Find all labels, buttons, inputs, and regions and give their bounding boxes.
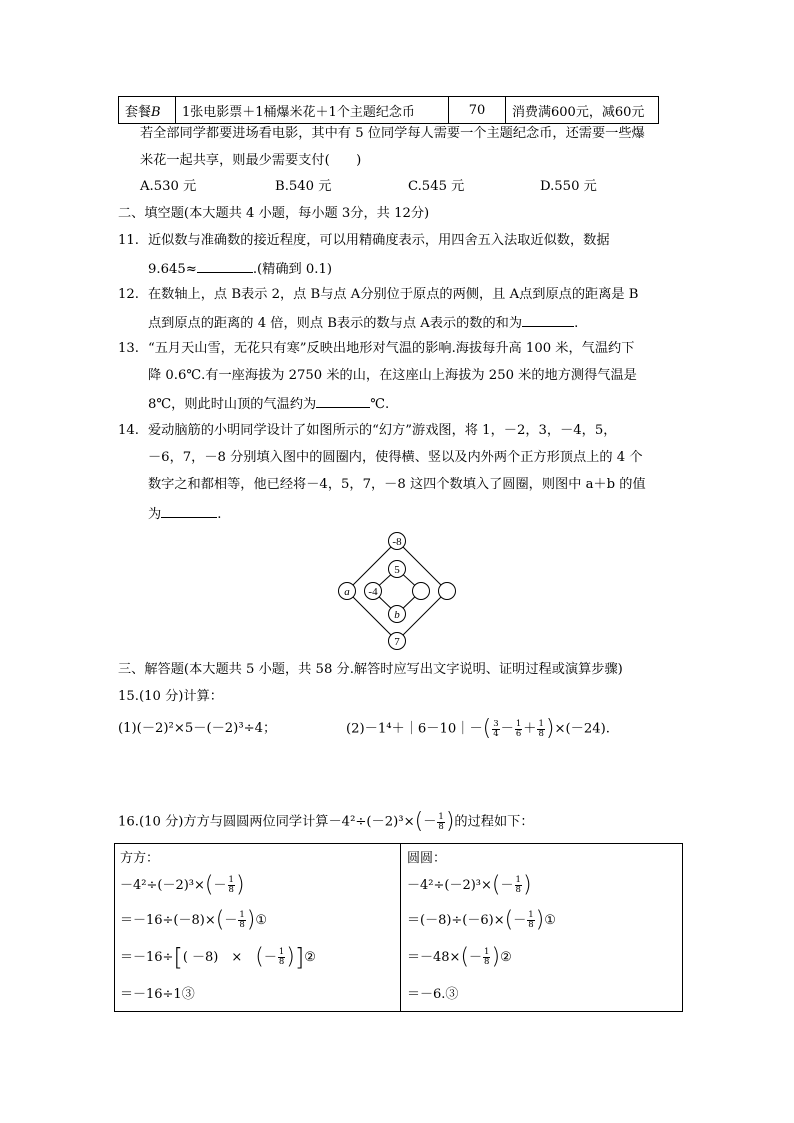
- question-11-line1: 近似数与准确数的接近程度，可以用精确度表示，用四舍五入法取近似数，数据: [148, 233, 610, 248]
- question-14-line4: 为 .: [148, 503, 221, 525]
- yuanyuan-name: 圆圆：: [407, 851, 447, 866]
- question-10-line1: 若全部同学都要进场看电影，其中有 5 位同学每人需要一个主题纪念币，还需要一些爆: [140, 126, 645, 141]
- question-15-part2: (2)－1⁴＋｜6－10｜－( $\frac{3}{4}$ － $\frac{1}{6}$ ＋ $\frac{1}{8}$ )×(－24).: [346, 716, 610, 741]
- question-13-line2: 降 0.6℃.有一座海拔为 2750 米的山，在这座山上海拔为 250 米的地方测得气温是: [148, 368, 637, 383]
- question-14-line3: 数字之和都相等，他已经将－4，5，7，－8 这四个数填入了圆圈，则图中 a＋b 的值: [148, 477, 646, 492]
- question-16-header: 16.(10 分)方方与圆圆两位同学计算－4²÷(－2)³×(－ $\frac{1}{8}$ )的过程如下：: [118, 809, 534, 834]
- fangfang-step-1: ＝－16÷(－8)×(－ $\frac{1}{8}$ )①: [120, 907, 268, 933]
- label-bottom: 7: [394, 636, 400, 648]
- label-inner-left: -4: [368, 586, 378, 598]
- question-14-line2: －6，7，－8 分别填入图中的圆圈内，使得横、竖以及内外两个正方形顶点上的 4 个: [148, 450, 643, 465]
- option-a: A.530 元: [140, 179, 197, 194]
- label-top: -8: [392, 536, 402, 548]
- package-table: [118, 96, 659, 124]
- fraction: $\frac{3}{4}$: [493, 718, 499, 739]
- question-13-number: 13.: [118, 341, 139, 356]
- question-12-number: 12.: [118, 287, 139, 302]
- label-inner-top: 5: [394, 564, 400, 576]
- question-13-line3: 8℃，则此时山顶的气温约为 ℃.: [148, 393, 389, 415]
- fraction: $\frac{1}{8}$: [538, 718, 544, 739]
- yuanyuan-step-2: ＝－48×(－ $\frac{1}{8}$ )②: [407, 944, 512, 970]
- package-name-cell: 套餐B: [119, 97, 176, 124]
- fangfang-step-2: ＝－16÷[( －8) × (－ $\frac{1}{8}$ )]②: [120, 943, 316, 972]
- answer-blank: [161, 503, 217, 518]
- fraction: $\frac{1}{8}$: [438, 811, 444, 832]
- option-d: D.550 元: [540, 179, 597, 194]
- label-b: b: [394, 609, 400, 621]
- question-13-line1: “五月天山雪，无花只有寒”反映出地形对气温的影响.海拔每升高 100 米，气温约下: [148, 341, 635, 356]
- fangfang-column: [115, 844, 401, 1011]
- question-15-header: 15.(10 分)计算：: [118, 689, 223, 704]
- package-price-cell: 70: [449, 97, 506, 124]
- question-14-line1: 爱动脑筋的小明同学设计了如图所示的“幻方”游戏图，将 1，－2，3，－4，5，: [148, 423, 617, 438]
- fraction: $\frac{1}{6}$: [515, 718, 522, 739]
- section-3-heading: 三、解答题(本大题共 5 小题，共 58 分.解答时应写出文字说明、证明过程或演算步骤): [118, 662, 623, 677]
- answer-blank: [522, 312, 574, 327]
- package-content-cell: 1张电影票＋1桶爆米花＋1个主题纪念币: [176, 97, 449, 124]
- package-discount-cell: 消费满600元，减60元: [506, 97, 659, 124]
- outer-square: [347, 541, 447, 641]
- answer-blank: [197, 258, 253, 273]
- question-12-line2: 点到原点的距离的 4 倍，则点 B表示的数与点 A表示的数的和为 .: [148, 312, 578, 334]
- yuanyuan-step-0: －4²÷(－2)³×(－ $\frac{1}{8}$ ): [407, 872, 532, 898]
- table-row: [119, 97, 659, 124]
- question-12-line1: 在数轴上，点 B表示 2，点 B与点 A分别位于原点的两侧，且 A点到原点的距离是 B: [148, 287, 639, 302]
- yuanyuan-step-3: ＝－6.③: [407, 987, 459, 1002]
- fangfang-step-3: ＝－16÷1③: [120, 987, 195, 1002]
- question-10-line2: 米花一起共享，则最少需要支付( ): [140, 153, 362, 168]
- comparison-table: [114, 843, 683, 1012]
- magic-square-figure: [330, 528, 470, 654]
- option-b: B.540 元: [275, 179, 332, 194]
- section-2-heading: 二、填空题(本大题共 4 小题，每小题 3分，共 12分): [118, 206, 430, 221]
- question-11-line2: 9.645≈ .(精确到 0.1): [148, 258, 332, 280]
- fangfang-step-0: －4²÷(－2)³×(－ $\frac{1}{8}$ ): [120, 872, 245, 898]
- option-c: C.545 元: [408, 179, 465, 194]
- answer-blank: [316, 393, 370, 408]
- fangfang-name: 方方：: [120, 851, 160, 866]
- yuanyuan-column: [401, 844, 682, 1011]
- circle-right: [439, 583, 456, 600]
- label-a: a: [344, 586, 350, 598]
- question-11-number: 11.: [118, 233, 139, 248]
- question-15-part1: (1)(－2)²×5－(－2)³÷4；: [118, 721, 277, 736]
- yuanyuan-step-1: ＝(－8)÷(－6)×(－ $\frac{1}{8}$ )①: [407, 907, 556, 933]
- question-14-number: 14.: [118, 423, 139, 438]
- circle-inner-right: [413, 583, 430, 600]
